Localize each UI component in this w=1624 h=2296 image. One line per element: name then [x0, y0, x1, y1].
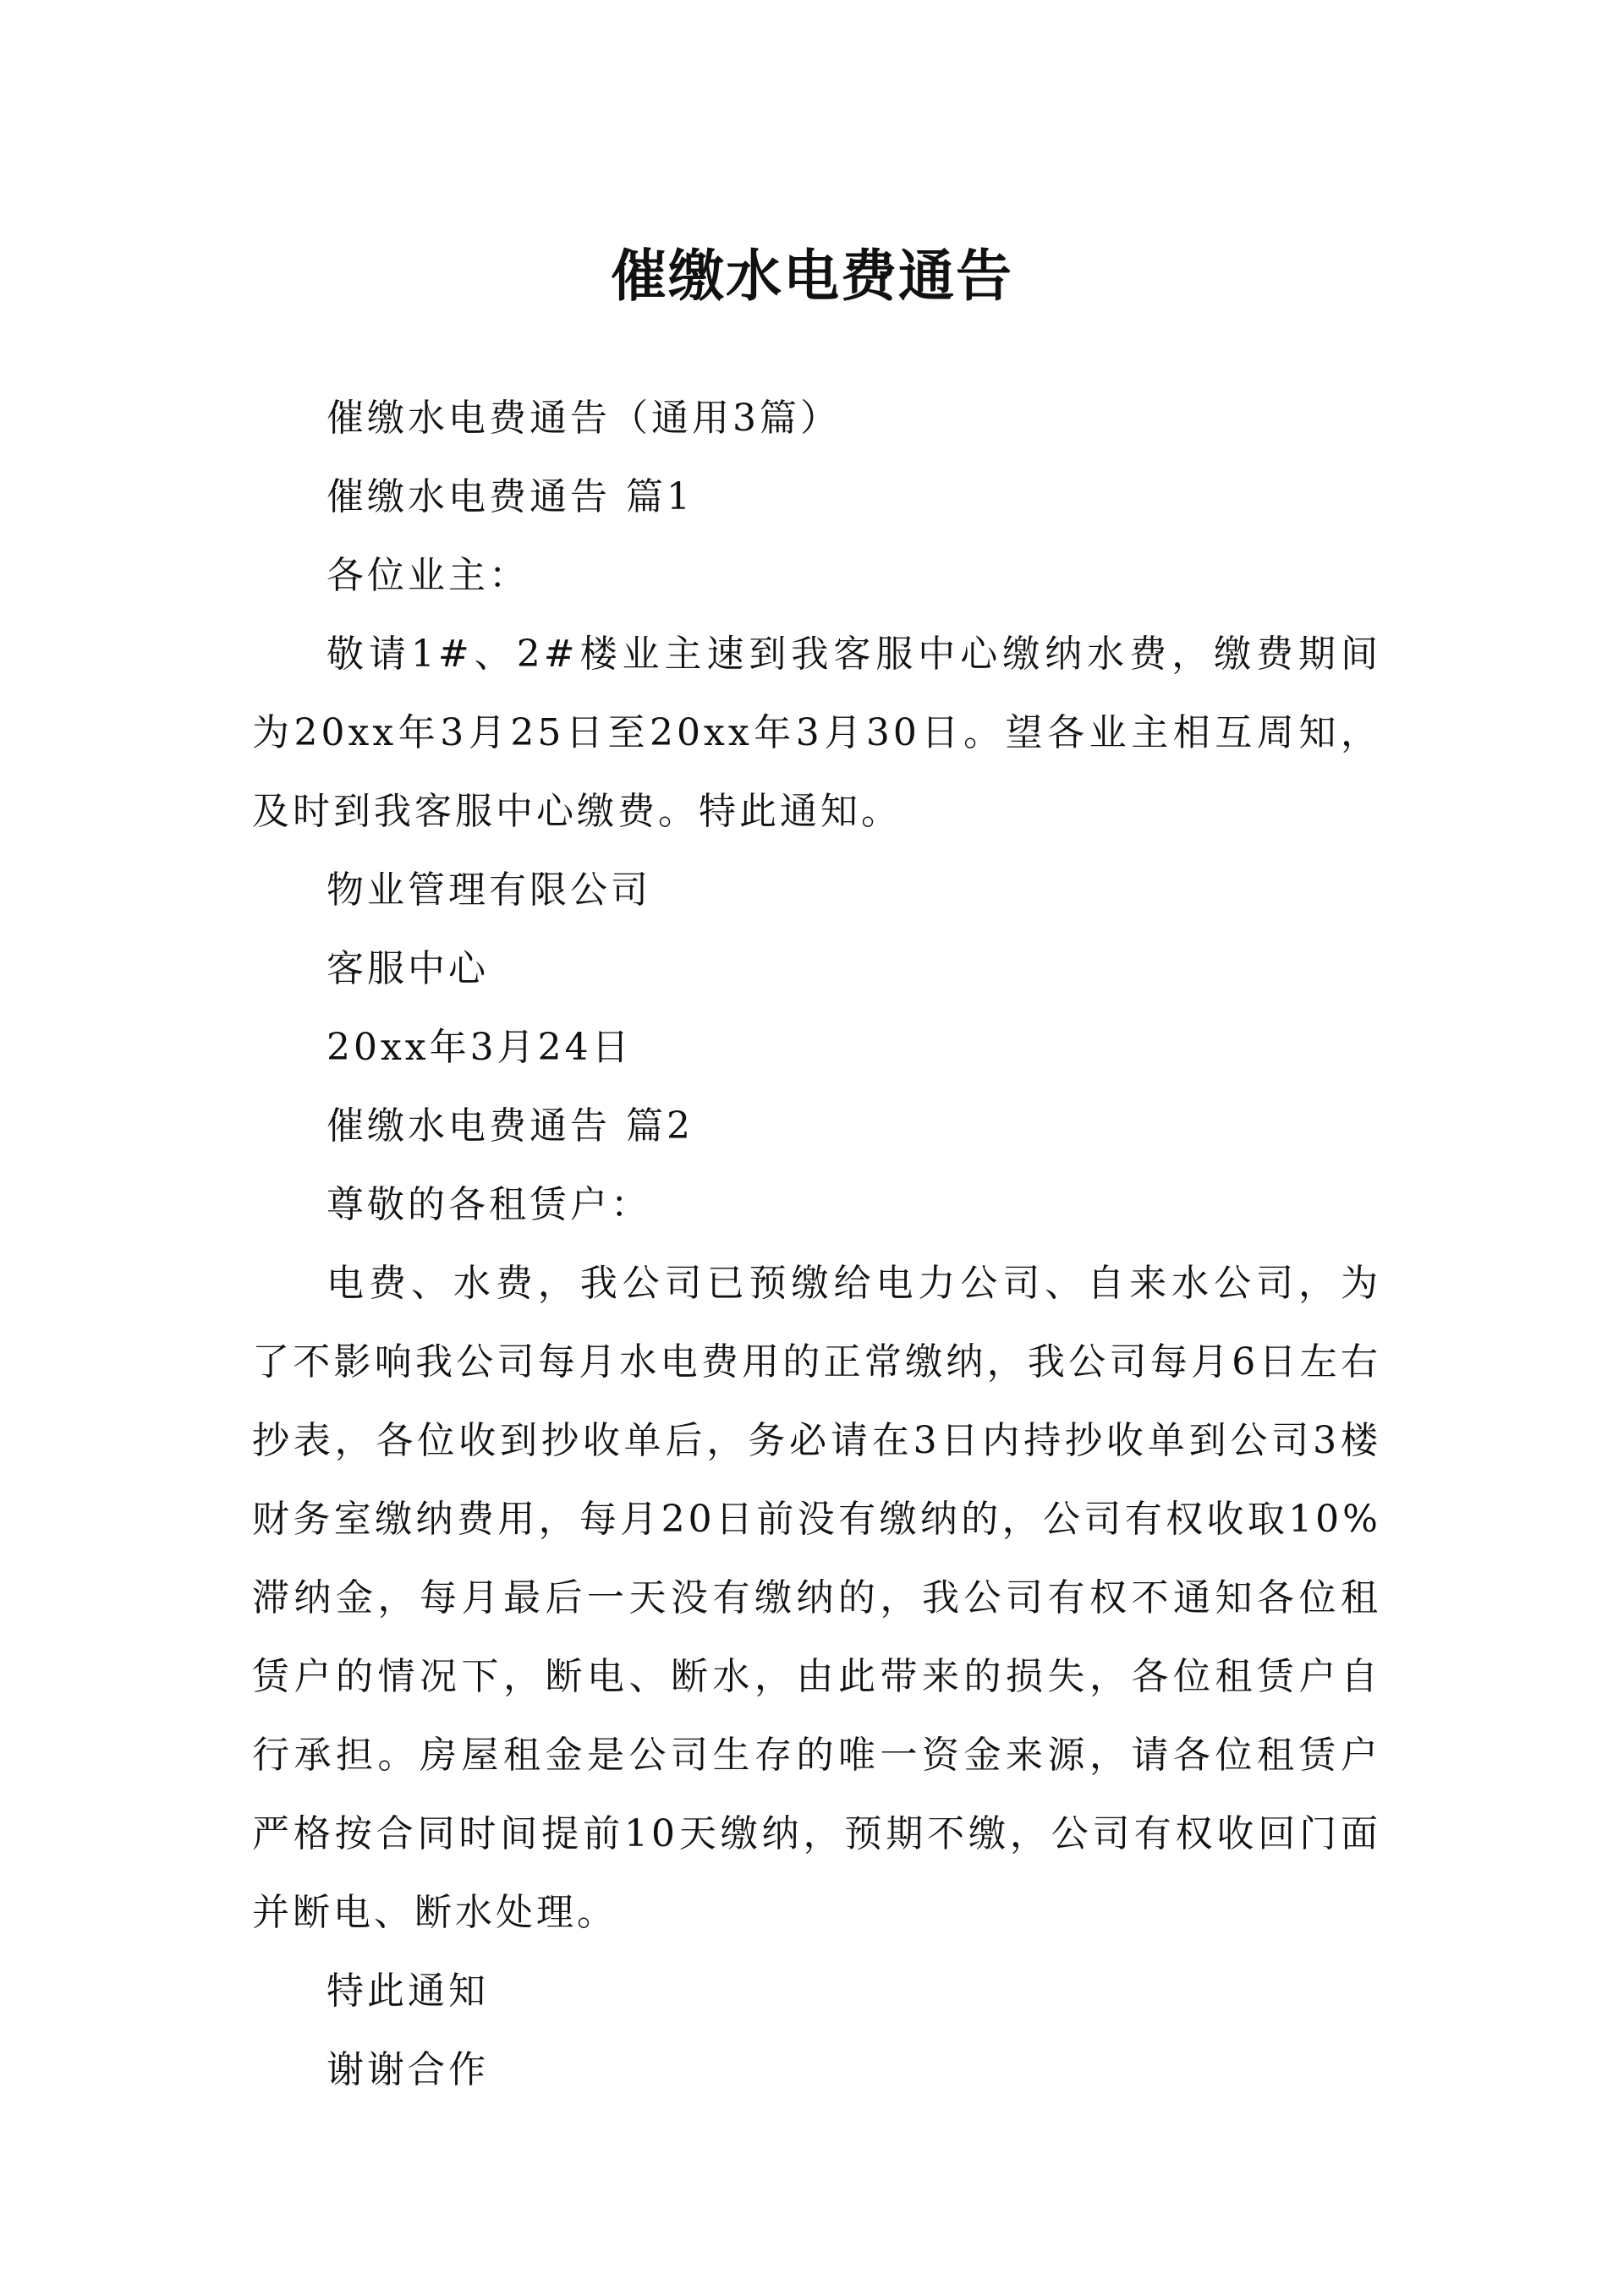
salutation-owners: 各位业主：: [326, 554, 529, 597]
signature-company: 物业管理有限公司: [326, 869, 651, 912]
notice-paragraph-2: 电费、水费，我公司已预缴给电力公司、自来水公司，为了不影响我公司每月水电费用的正常缴纳，我公司每月6日左右抄表，各位收到抄收单后，务必请在3日内持抄收单到公司3楼财务室缴纳费用，每月20日前没有缴纳的，公司有权收取10%滞纳金，每月最后一天没有缴纳的，我公司有权不通知各位租赁户的情况下，断电、断水，由此带来的损失，各位租赁户自行承担。房屋租金是公司生存的唯一资金来源，请各位租赁户严格按合同时间提前10天缴纳，预期不缴，公司有权收回门面并断电、断水处理。: [252, 1262, 1381, 1934]
salutation-tenants: 尊敬的各租赁户：: [326, 1183, 651, 1226]
signature-department: 客服中心: [326, 947, 489, 990]
subtitle-paragraph: 催缴水电费通告（通用3篇）: [326, 397, 841, 440]
section-heading-2: 催缴水电费通告 篇2: [326, 1104, 694, 1148]
signature-date: 20xx年3月24日: [326, 1026, 633, 1069]
closing-notice: 特此通知: [326, 1970, 489, 2013]
notice-paragraph-1: 敬请1#、2#楼业主速到我客服中心缴纳水费，缴费期间为20xx年3月25日至20xx年3月30日。望各业主相互周知，及时到我客服中心缴费。特此通知。: [252, 633, 1381, 833]
document-body: [252, 379, 1381, 2109]
closing-thanks: 谢谢合作: [326, 2048, 489, 2091]
document-title: 催缴水电费通告: [611, 244, 1013, 310]
section-heading-1: 催缴水电费通告 篇1: [326, 475, 694, 518]
